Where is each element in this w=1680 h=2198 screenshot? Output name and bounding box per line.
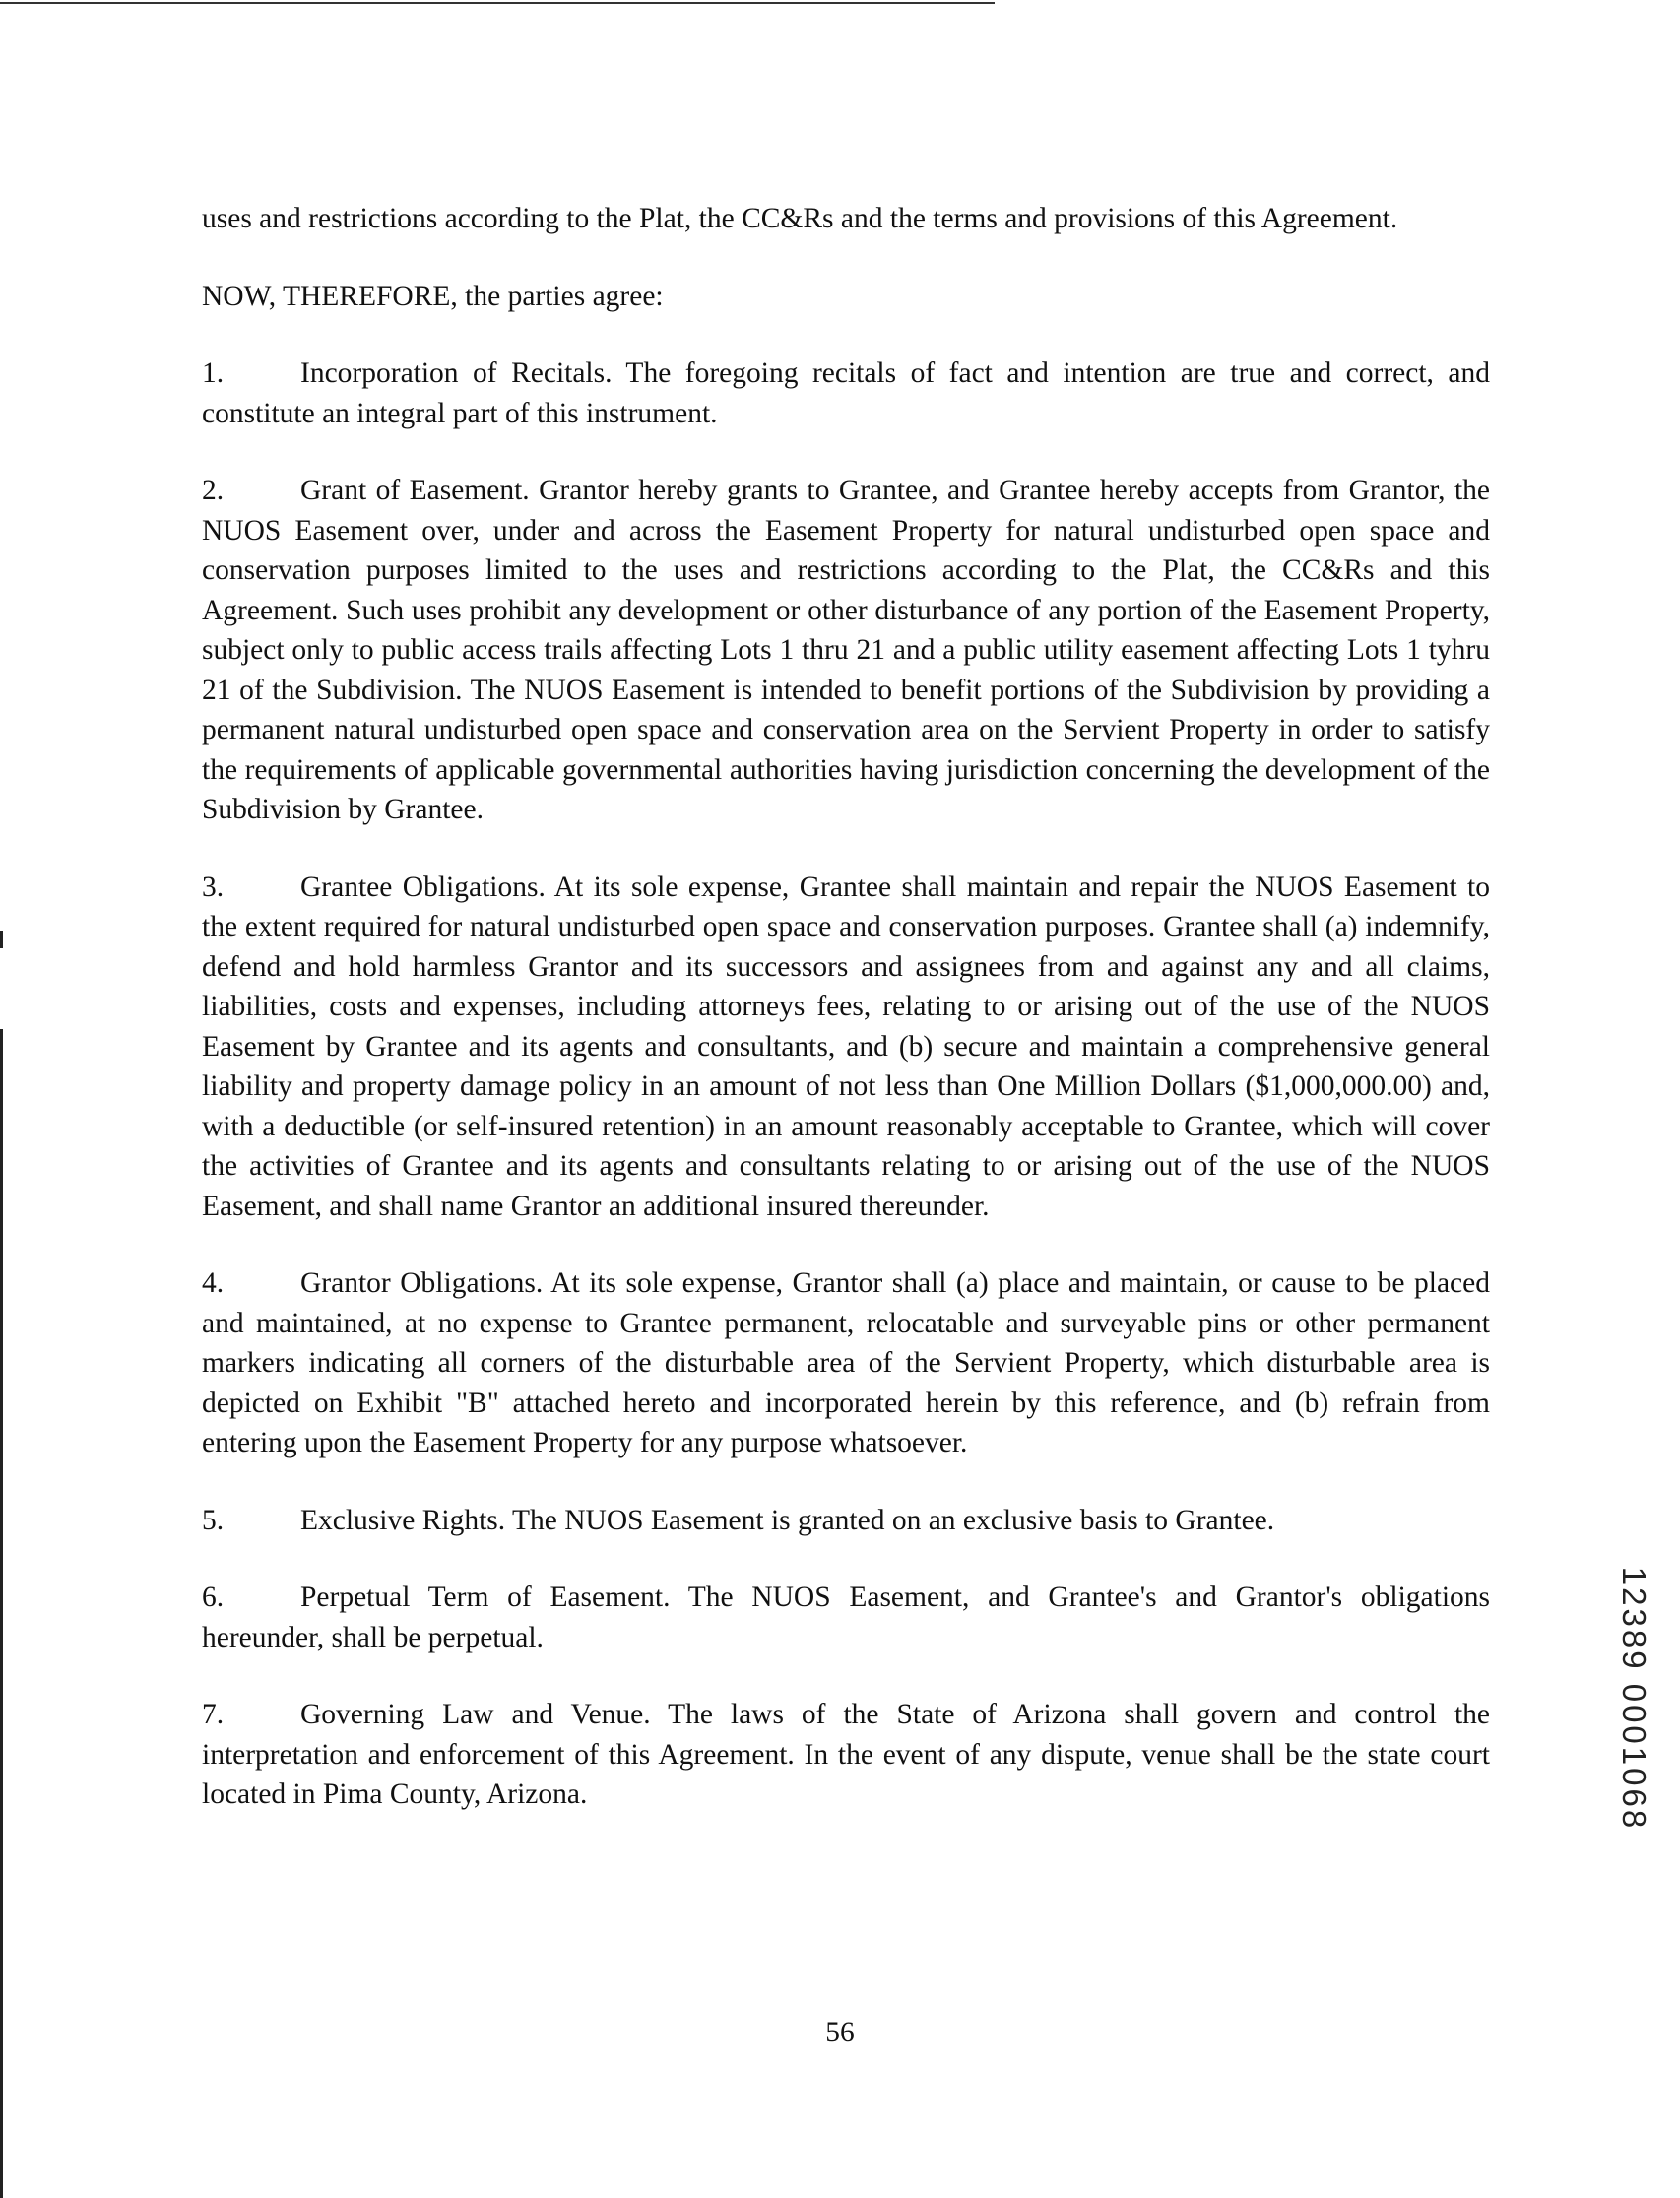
section-number: 3. <box>202 871 225 903</box>
recording-stamp-text: 12389 0001068 <box>1616 1566 1652 1832</box>
section-2 <box>202 471 1490 830</box>
section-1 <box>202 354 1490 433</box>
section-7 <box>202 1695 1490 1815</box>
section-number: 6. <box>202 1582 225 1613</box>
document-body <box>202 199 1490 1852</box>
section-text: Incorporation of Recitals. The foregoing recitals of fact and intention are true and correct, and constitute an integral part of this instrument. <box>202 357 1490 429</box>
section-6 <box>202 1578 1490 1657</box>
section-text: Grantor Obligations. At its sole expense, Grantor shall (a) place and maintain, or cause to be placed and maintained, at no expense to Grantee permanent, relocatable and surveyable pins or other permanent markers indicating all corners of the disturbable area of the Servient Property, which disturbable area is depicted on Exhibit "B" attached hereto and incorporated herein by this reference, and (b) refrain from entering upon the Easement Property for any purpose whatsoever. <box>202 1267 1490 1458</box>
section-text: Exclusive Rights. The NUOS Easement is granted on an exclusive basis to Grantee. <box>300 1504 1275 1536</box>
section-3 <box>202 868 1490 1227</box>
section-text: Grant of Easement. Grantor hereby grants to Grantee, and Grantee hereby accepts from Grantor, the NUOS Easement over, under and across the Easement Property for natural undisturbed open space and conservation purposes limited to the uses and restrictions according to the Plat, the CC&Rs and this Agreement. Such uses prohibit any development or other disturbance of any portion of the Easement Property, subject only to public access trails affecting Lots 1 thru 21 and a public utility easement affecting Lots 1 tyhru 21 of the Subdivision. The NUOS Easement is intended to benefit portions of the Subdivision by providing a permanent natural undisturbed open space and conservation area on the Servient Property in order to satisfy the requirements of applicable governmental authorities having jurisdiction concerning the development of the Subdivision by Grantee. <box>202 475 1490 825</box>
section-5 <box>202 1501 1490 1541</box>
section-number: 1. <box>202 357 225 389</box>
page-number: 56 <box>825 2017 855 2048</box>
section-number: 2. <box>202 475 225 506</box>
section-text: Perpetual Term of Easement. The NUOS Easement, and Grantee's and Grantor's obligations hereunder, shall be perpetual. <box>202 1582 1490 1653</box>
section-number: 5. <box>202 1504 225 1536</box>
scan-edge-line <box>0 2 995 4</box>
section-4 <box>202 1263 1490 1463</box>
scan-edge-mark <box>0 931 3 948</box>
section-number: 4. <box>202 1267 225 1299</box>
intro-continuation: uses and restrictions according to the Plat, the CC&Rs and the terms and provisions of this Agreement. <box>202 203 1398 234</box>
section-text: Governing Law and Venue. The laws of the State of Arizona shall govern and control the interpretation and enforcement of this Agreement. In the event of any dispute, venue shall be the state court located in Pima County, Arizona. <box>202 1699 1490 1810</box>
agreement-clause: NOW, THEREFORE, the parties agree: <box>202 280 664 312</box>
section-text: Grantee Obligations. At its sole expense, Grantee shall maintain and repair the NUOS Easement to the extent required for natural undisturbed open space and conservation purposes. Grantee shall (a) indemnify, defend and hold harmless Grantor and its successors and assignees from and against any and all claims, liabilities, costs and expenses, including attorneys fees, relating to or arising out of the use of the NUOS Easement by Grantee and its agents and consultants, and (b) secure and maintain a comprehensive general liability and property damage policy in an amount of not less than One Million Dollars ($1,000,000.00) and, with a deductible (or self-insured retention) in an amount reasonably acceptable to Grantee, which will cover the activities of Grantee and its agents and consultants relating to or arising out of the use of the NUOS Easement, and shall name Grantor an additional insured thereunder. <box>202 871 1490 1222</box>
section-number: 7. <box>202 1699 225 1730</box>
